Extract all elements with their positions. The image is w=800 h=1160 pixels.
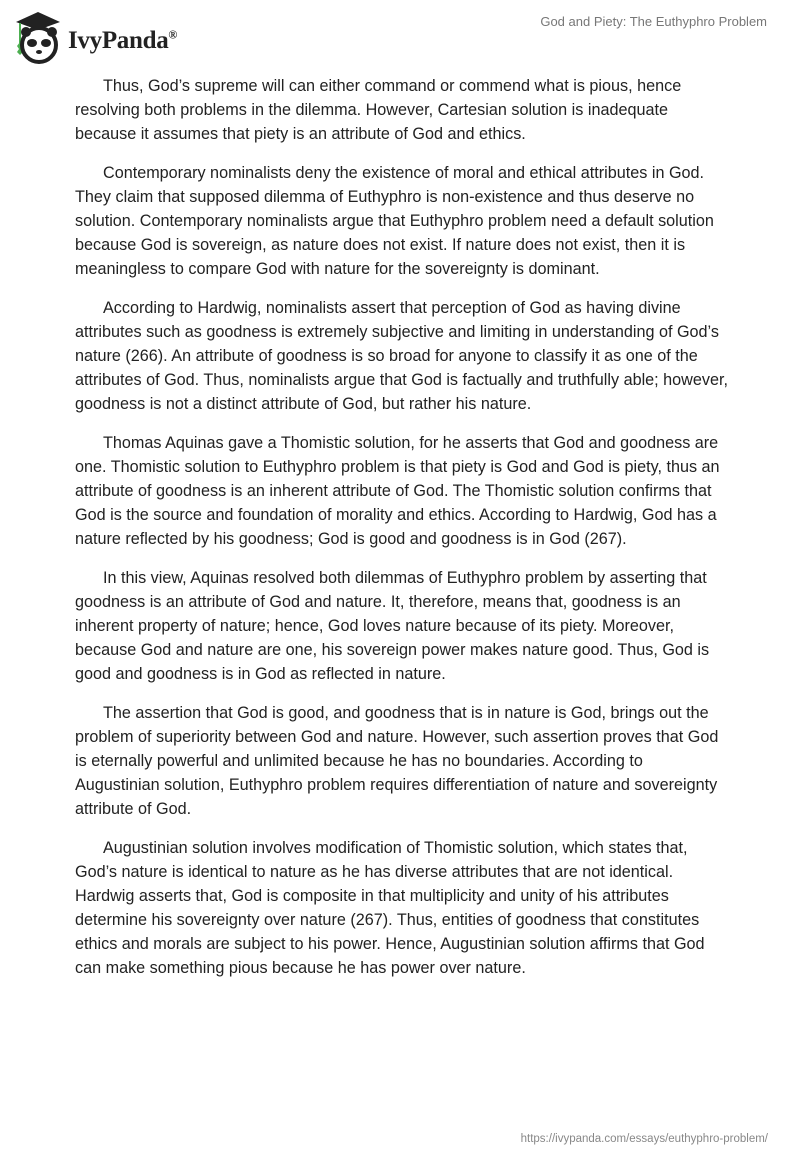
registered-mark: ®	[168, 27, 178, 42]
brand-text: IvyPanda	[68, 27, 169, 54]
document-title: God and Piety: The Euthyphro Problem	[540, 14, 767, 29]
panda-graduate-icon	[12, 8, 62, 66]
page-header	[0, 0, 800, 70]
ivypanda-logo[interactable]	[12, 8, 177, 66]
paragraph: Augustinian solution involves modification of Thomistic solution, which states that, God’s nature is identical to nature as he has diverse attributes that are not identical. Hardwig asserts that, God is composite in that multiplicity and unity of his attributes determine his sovereignty over nature (267). Thus, entities of goodness that constitutes ethics and morals are subject to his power. Hence, Augustinian solution affirms that God can make something pious because he has power over nature.	[75, 839, 705, 977]
paragraph: Contemporary nominalists deny the existence of moral and ethical attributes in God. They claim that supposed dilemma of Euthyphro is non-existence and thus deserve no solution. Contemporary nominalists argue that Euthyphro problem need a default solution because God is sovereign, as nature does not exist. If nature does not exist, then it is meaningless to compare God with nature for the sovereignty is dominant.	[75, 164, 714, 278]
essay-body	[75, 74, 731, 995]
paragraph: Thomas Aquinas gave a Thomistic solution, for he asserts that God and goodness are one. Thomistic solution to Euthyphro problem is that piety is God and God is piety, thus an attribute of goodness is an inherent attribute of God. The Thomistic solution confirms that God is the source and foundation of morality and ethics. According to Hardwig, God has a nature reflected by his goodness; God is good and goodness is in God (267).	[75, 434, 720, 548]
paragraph: The assertion that God is good, and goodness that is in nature is God, brings out the problem of superiority between God and nature. However, such assertion proves that God is eternally powerful and unlimited because he has no boundaries. According to Augustinian solution, Euthyphro problem requires differentiation of nature and sovereignty attribute of God.	[75, 704, 719, 818]
paragraph: According to Hardwig, nominalists assert that perception of God as having divine attributes such as goodness is extremely subjective and limiting in understanding of God’s nature (266). An attribute of goodness is so broad for anyone to classify it as one of the attributes of God. Thus, nominalists argue that God is factually and truthfully able; however, goodness is not a distinct attribute of God, but rather his nature.	[75, 299, 728, 413]
source-url-link[interactable]: https://ivypanda.com/essays/euthyphro-problem/	[520, 1133, 768, 1145]
paragraph: In this view, Aquinas resolved both dilemmas of Euthyphro problem by asserting that goodness is an attribute of God and nature. It, therefore, means that, goodness is an inherent property of nature; hence, God loves nature because of its piety. Moreover, because God and nature are one, his sovereign power makes nature good. Thus, God is good and goodness is in God as reflected in nature.	[75, 569, 710, 683]
brand-name	[68, 27, 177, 55]
paragraph: Thus, God’s supreme will can either command or commend what is pious, hence resolving both problems in the dilemma. However, Cartesian solution is inadequate because it assumes that piety is an attribute of God and ethics.	[75, 77, 682, 143]
